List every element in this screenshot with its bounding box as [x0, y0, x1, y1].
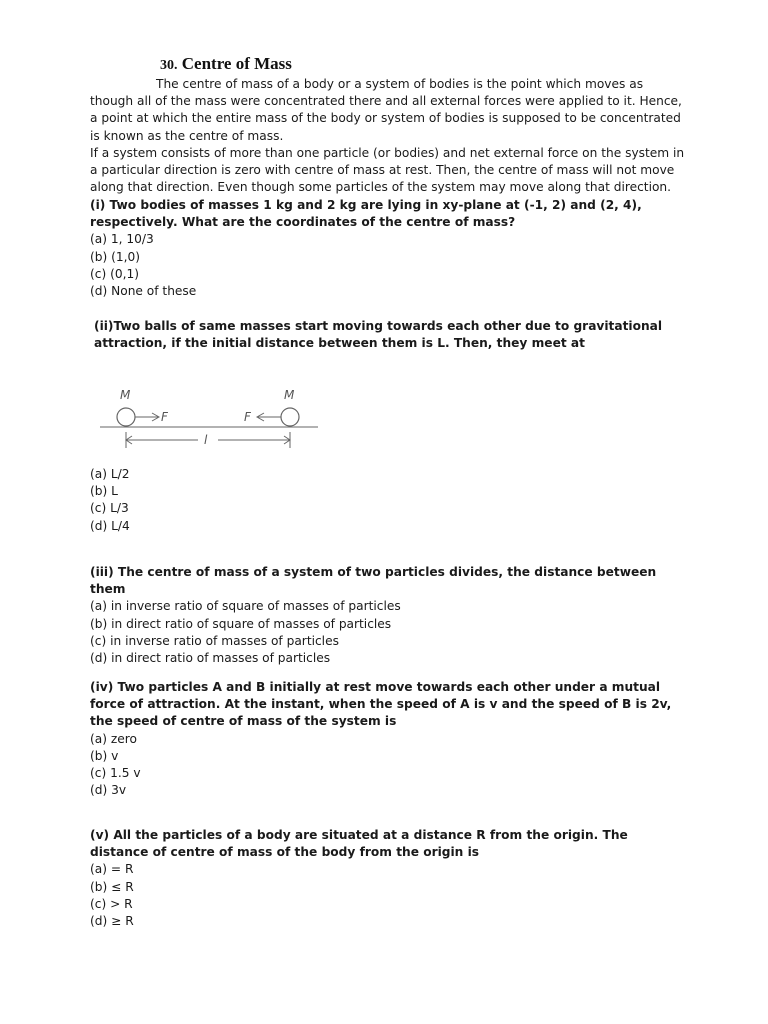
option-a: (a) L/2 [90, 467, 130, 481]
two-masses-figure [96, 385, 326, 455]
option-a: (a) = R [90, 862, 134, 877]
option-c: (c) L/3 [90, 501, 129, 516]
question-5 [90, 827, 685, 930]
two-masses-diagram [96, 385, 326, 455]
option-c: (c) in inverse ratio of masses of particles [90, 633, 339, 648]
section-heading [160, 54, 292, 76]
left-ball [117, 408, 135, 426]
question-1 [90, 197, 685, 300]
question-4-text: (iv) Two particles A and B initially at rest move towards each other under a mutual force of attraction. At the instant, when the speed of A is v and the speed of B is 2v, the speed of centre of mass of the system is [90, 680, 672, 729]
force-label-left: F [161, 410, 168, 424]
option-d: (d) 3v [90, 783, 127, 798]
force-label-right: F [244, 410, 251, 424]
right-ball [281, 408, 299, 426]
question-1-text: (i) Two bodies of masses 1 kg and 2 kg are lying in xy-plane at (-1, 2) and (2, 4), respectively. What are the coordinates of the centre of mass? [90, 198, 642, 230]
intro-paragraph-1: The centre of mass of a body or a system of bodies is the point which moves as though all of the mass were concentrated there and all external forces were applied to it. Hence, a point at which the entire mass of the body or system of bodies is supposed to be concentrated is known as the centre of mass. [90, 77, 682, 143]
question-3-options [90, 598, 685, 667]
section-number: 30. [160, 58, 178, 73]
option-d: (d) ≥ R [90, 914, 134, 929]
question-3-text: (iii) The centre of mass of a system of two particles divides, the distance between them [90, 565, 657, 597]
question-2 [94, 318, 685, 352]
question-4 [90, 679, 685, 799]
option-b: (b) (1,0) [90, 249, 141, 264]
question-2-options-block [90, 466, 685, 535]
option-b: (b) L [90, 484, 118, 499]
question-2-options [90, 466, 685, 535]
option-a: (a) zero [90, 731, 137, 746]
section-title: Centre of Mass [181, 54, 292, 73]
option-c: (c) > R [90, 896, 133, 911]
intro-paragraph-2: If a system consists of more than one particle (or bodies) and net external force on the system in a particular direction is zero with centre of mass at rest. Then, the centre of mass will not move along that direction. Even though some particles of the system may move along that direction. [90, 145, 685, 195]
intro-text [90, 76, 685, 196]
option-b: (b) in direct ratio of square of masses of particles [90, 616, 392, 631]
option-b: (b) ≤ R [90, 879, 134, 894]
question-5-text: (v) All the particles of a body are situated at a distance R from the origin. The distance of centre of mass of the body from the origin is [90, 828, 628, 860]
mass-label-left: M [120, 388, 131, 402]
question-4-options [90, 731, 685, 800]
option-a: (a) in inverse ratio of square of masses of particles [90, 599, 401, 614]
question-2-text: (ii)Two balls of same masses start moving towards each other due to gravitational attraction, if the initial distance between them is L. Then, they meet at [94, 319, 663, 351]
question-5-options [90, 861, 685, 930]
option-a: (a) 1, 10/3 [90, 232, 154, 247]
mass-label-right: M [284, 388, 295, 402]
option-b: (b) v [90, 748, 119, 763]
option-d: (d) None of these [90, 284, 197, 299]
question-1-options [90, 231, 685, 300]
distance-label: l [204, 433, 208, 447]
option-c: (c) 1.5 v [90, 766, 141, 781]
option-d: (d) L/4 [90, 518, 130, 533]
option-d: (d) in direct ratio of masses of particles [90, 651, 331, 666]
question-3 [90, 564, 685, 667]
option-c: (c) (0,1) [90, 266, 139, 281]
